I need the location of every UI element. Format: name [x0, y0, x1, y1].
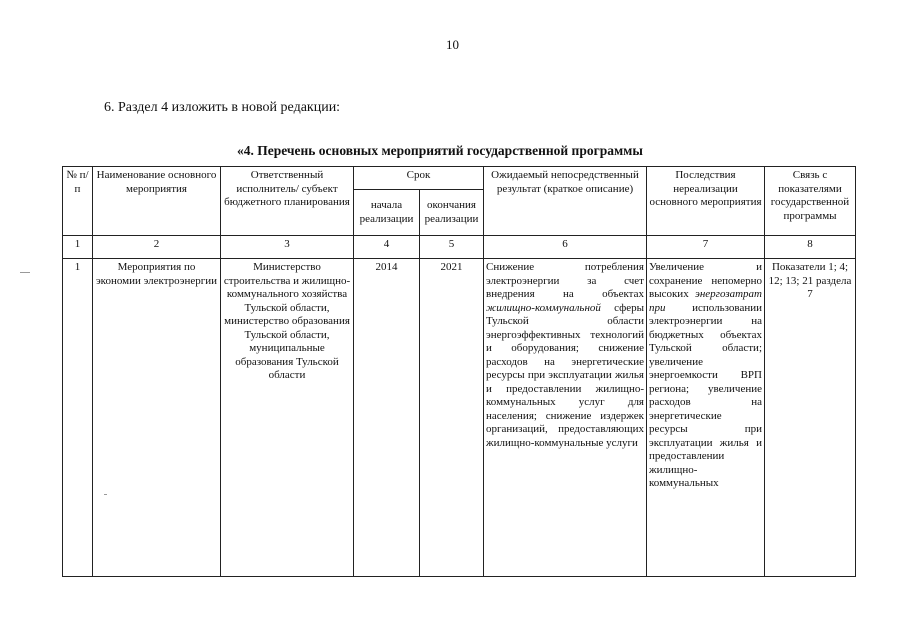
column-number: 3	[221, 236, 354, 259]
column-number: 5	[420, 236, 484, 259]
consequences-text-1: Увеличение и сохранение непомерно высоких	[649, 261, 762, 300]
row-responsible: Министерство строительства и жилищно-коммунального хозяйства Тульской области, министерство образования Тульской области, муниципальные образования Тульской области	[221, 259, 354, 577]
table-header-row	[63, 167, 856, 190]
expected-text-1: Снижение потребления электроэнергии за счет внедрения на объектах	[486, 261, 644, 300]
consequences-text-italic: энергозатрат при	[649, 288, 762, 314]
header-responsible: Ответственный исполнитель/ субъект бюджетного планирования	[221, 167, 354, 236]
column-number: 7	[647, 236, 765, 259]
column-number: 2	[93, 236, 221, 259]
row-start-year: 2014	[354, 259, 420, 577]
section-title: «4. Перечень основных мероприятий государственной программы	[237, 143, 643, 158]
row-name: Мероприятия по экономии электроэнергии	[93, 259, 221, 577]
header-consequences: Последствия нереализации основного мероприятия	[647, 167, 765, 236]
scan-margin-mark	[20, 272, 30, 273]
header-name: Наименование основного мероприятия	[93, 167, 221, 236]
header-term: Срок	[354, 167, 484, 190]
expected-text-italic: жилищно-коммунальной	[486, 301, 601, 314]
consequences-text-2: использовании электроэнергии на бюджетных объектах Тульской области; увеличение энергоемкости ВРП региона; увеличение расходов на энергетические ресурсы при эксплуатации жилья и предоставлении жилищно-коммунальных	[649, 301, 762, 489]
column-number: 1	[63, 236, 93, 259]
header-term-end: окончания реализации	[420, 190, 484, 236]
row-end-year: 2021	[420, 259, 484, 577]
column-number: 8	[765, 236, 856, 259]
activities-table	[62, 166, 856, 577]
row-consequences	[647, 259, 765, 577]
column-number: 6	[484, 236, 647, 259]
column-numbers-row	[63, 236, 856, 259]
header-term-start: начала реализации	[354, 190, 420, 236]
header-num: № п/п	[63, 167, 93, 236]
header-link: Связь с показателями государственной программы	[765, 167, 856, 236]
column-number: 4	[354, 236, 420, 259]
row-indicator-link: Показатели 1; 4; 12; 13; 21 раздела 7	[765, 259, 856, 577]
page-number: 10	[446, 37, 459, 52]
row-num: 1	[63, 259, 93, 577]
header-expected: Ожидаемый непосредственный результат (краткое описание)	[484, 167, 647, 236]
table-row	[63, 259, 856, 577]
expected-text-2: сферы Тульской области энергоэффективных технологий и оборудования; снижение расходов на энергетические ресурсы при эксплуатации жилья и предоставлении жилищно-коммунальных услуг для населения; снижение издержек организаций, предоставляющих жилищно-коммунальные услуги	[486, 301, 644, 449]
instruction-text: 6. Раздел 4 изложить в новой редакции:	[104, 100, 341, 115]
row-expected-result	[484, 259, 647, 577]
